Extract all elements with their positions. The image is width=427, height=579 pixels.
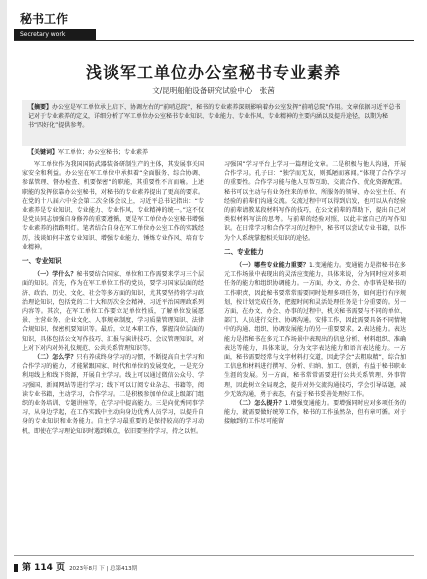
keywords [28,148,401,157]
header-rule [14,40,414,41]
article-title: 浅谈军工单位办公室秘书专业素养 [85,63,341,82]
section-label-en: Secretary work [14,29,96,40]
subheading-how-to-improve: （二）怎么提升？ [236,400,285,408]
text-important-abilities: 1.变通能力。变通能力是指秘书在多元工作场景中表现出的灵活应变能力，具体来说，分为同时应对多项任务的能力和组织协调能力。一方面，办文、办会、办事皆是秘书的工作职责，因此秘书要常常需要同时处理多项任务，如何进行有序规划，按计划完成任务，把握时间和灵活处理任务是十分重要的。另一方面，在办文、办会、办事的过程中，机关秘书需要与不同的单位、部门、人员进行交往、协调沟通。安排工作，因此需要具备不同情境中的沟通、组织、协调发展能力的另一重要要求。2.表达能力。表达能力是指秘书在多元工作场景中表现出的信息分析、材料组织、准确表达等能力，具体来说，分为文字表达能力和语言表达能力。一方面，秘书需要经常与文字材料打交道，因此学会“去粗取精”，综合加工信息和材料进行撰写、分析、归纳、加工、创新，有益于秘书职业生涯的发展。另一方面，秘书常常需要进行公共关系管理、外事管理，因此树立全局观念，提升对外交流沟通技巧，学会引导话题，减少无效沟通，勇于表态，有益于秘书妥善处理好工作。 [224,262,406,398]
issue-info: 2023年8月 下 | 总第413期 [69,566,138,572]
abstract-label: 【摘要】 [28,104,53,111]
subheading-important-abilities: （一）哪些专业能力重要？ [236,262,310,270]
footer-rule [14,555,414,556]
abstract-text: 办公室是军工单位承上启下、协调左右的“前哨总院”，秘书的专业素养深刻影响着办公室发挥“前哨总院”作用。文章依据习近平总书记对于专业素养的定义，详细分析了军工单位办公室秘书专业知识、专业能力、专业作风、专业精神的主要内涵以及提升途径，以期为秘书“四好化”提供参考。 [28,104,401,129]
keywords-text: 军工单位；办公室秘书；专业素养 [58,149,149,156]
subheading-what-to-learn: （一）学什么？ [34,271,77,279]
text-what-to-learn: 秘书要结合国家、单位和工作需要来学习三个层面的知识。首先，作为在军工单位工作的党员，要学习国家层面的经济、政治、历史、文化、社会等多方面的知识，尤其要坚持将学习政治理论知识，包括党的二十大和历次全会精神、习近平治国理政系列内容等。其次，在军工单位工作要立足单位性质，了解单位发展愿景、主营业务、企业文化、人事规章制度，学习质量管理知识、法律合规知识、保密机要知识等。最后，立足本职工作，掌握岗位层面的知识，具体包括公文写作技巧、汇报与演讲技巧、会议管理知识，对上对下对内对外礼仪规范、公共关系管理知识等。 [22,271,204,352]
intro-paragraph: 军工单位作为我国国防武器装备研制生产的主体，其发展事关国家安全和利益。办公室在军工单位中承担着“全面服务、综合协调、参谋管理、督办检查、机要保密”的职能，其重要性不言而喻。上述职能的发挥依靠办公室秘书，对秘书的专业素养提出了更高的要求。在党的十八届六中全会第二次全体会议上，习近平总书记指出：“专业素养是专业知识、专业能力、专业作风、专业精神的统一。”这不仅是党员同志加强自身修养的重要遵循，更是军工单位办公室秘书增强专业素养的指路明灯。笔者结合自身在军工单位办公室工作的实践经历，浅谈如何丰富专业知识、增强专业能力、锤炼专业作风、培育专业精神。 [22,161,204,251]
heading-professional-ability: 二、专业能力 [224,247,264,256]
section-label-cn: 秘书工作 [20,12,69,26]
subheading-how-to-learn: （二）怎么学？ [34,354,77,362]
right-column [224,160,406,427]
paragraph-important-abilities [224,261,406,399]
abstract [28,103,401,130]
continued-paragraph: 习强国”学习平台上学习一篇理论文章。二是积极与他人沟通，开展合作学习。孔子曰：“独学而无友，则孤陋而寡闻。”体现了合作学习的重要性。合作学习能与他人互帮互助、交流合作、优化资源配置。秘书可以主动与有业务往来的单位、所服务的领导、办公室主任、有经验的前辈们沟通交流。交流过程中可以得到启发，也可以从有经验的前辈请教某段材料写作的技巧，在公文前辈的帮助下，提出自己对类似材料写法的思考。与前辈的经验对照，以此丰富自己的写作知识。在日常学习和合作学习的过程中，秘书可以尝试专业书籍，以作为个人系统掌握相关知识的途径。 [224,161,406,242]
page-number: 第 114 页 [22,563,66,573]
text-how-to-learn: 只有养成终身学习的习惯，不断提高自主学习和合作学习的能力，才能紧跟国家、时代和单位的发展变化，一是充分利用线上和线下资源，开展自主学习。线上可以通过微信公众号、学习强国、新闻网站等进行学习；线下可以订阅专业杂志、书籍等，阅读专业书籍，主动学习，合作学习。二是积极参加单位或上级部门组织的业务培训、专题讲座等，在学习中提高能力。三是向优秀同事学习，从身边学起，在工作实践中主动向身边优秀人员学习，以提升自身的专业知识和业务能力。自主学习最重要的是保持较高的学习动机，即使在学习理论知识时遇到难点，依旧要坚持学习，持之以恒。 [22,354,204,435]
left-column [22,160,204,436]
section-label [14,12,96,40]
heading-professional-knowledge: 一、专业知识 [22,257,62,266]
page-footer [14,560,137,573]
article-author: 文/昆明船舶设备研究试验中心 张茜 [152,86,275,95]
paragraph-how-to-improve [224,399,406,427]
paragraph-how-to-learn [22,353,204,436]
paragraph-what-to-learn [22,270,204,353]
keywords-label: 【关键词】 [28,149,59,156]
footer-marker [14,564,18,572]
text-how-to-improve: 1.增强变通能力。要增强同时应对多项任务的能力，就需要做好统筹工作，秘书的工作虽然杂，但有章可循。对于接触到的工作尽可能留 [224,400,406,426]
